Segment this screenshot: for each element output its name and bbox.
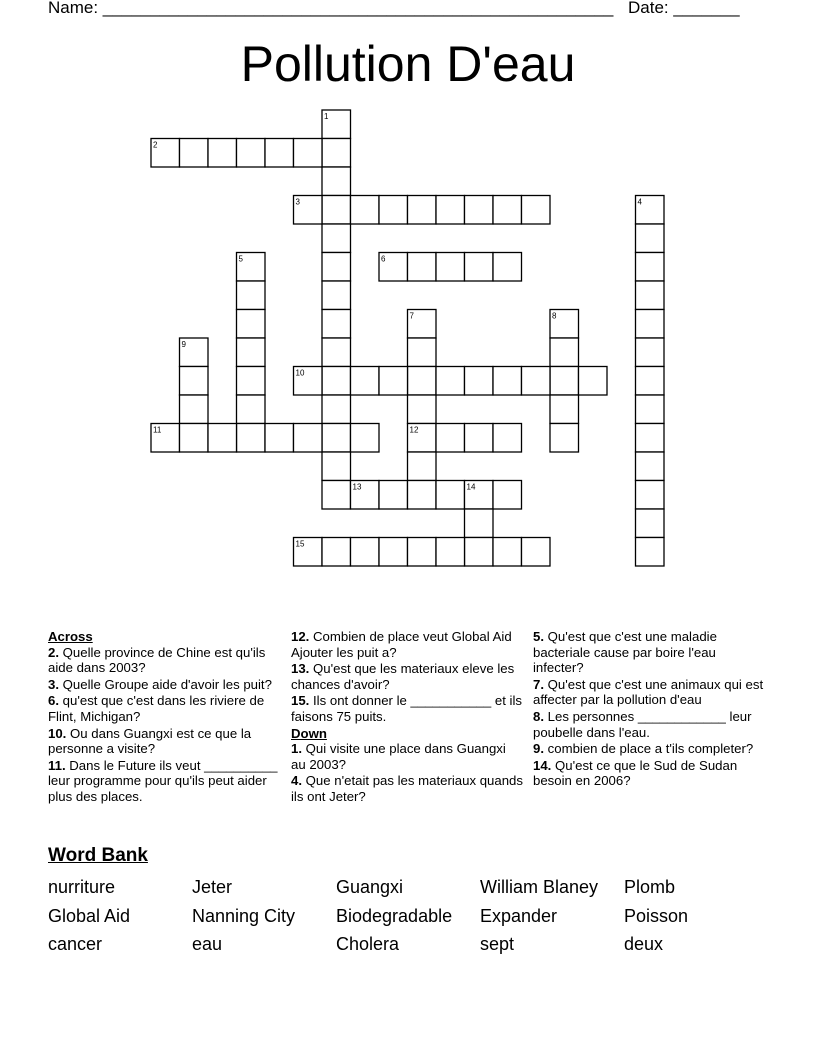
crossword-cell[interactable] — [550, 424, 579, 453]
clue-column-3 — [533, 629, 765, 790]
word-bank-item: nurriture — [48, 877, 116, 897]
crossword-cell[interactable] — [237, 139, 266, 168]
crossword-cell[interactable] — [265, 139, 294, 168]
clue-across-6: 6. qu'est que c'est dans les riviere de Flint, Michigan? — [48, 693, 265, 724]
clue-across-10: 10. Ou dans Guangxi est ce que la personne a visite? — [48, 725, 252, 757]
cell-number: 5 — [238, 254, 243, 264]
clue-across-12: 12. Combien de place veut Global Aid Ajouter les puit a? — [291, 629, 512, 660]
word-bank-item: Cholera — [336, 934, 400, 954]
crossword-cell[interactable] — [436, 424, 465, 453]
crossword-cell[interactable] — [208, 139, 237, 168]
crossword-cell[interactable] — [636, 281, 665, 310]
crossword-cell[interactable] — [180, 424, 209, 453]
clue-down-1: 1. Qui visite une place dans Guangxi au 2003? — [291, 741, 506, 772]
crossword-cell[interactable] — [550, 395, 579, 424]
crossword-cell[interactable] — [550, 367, 579, 396]
clue-column-1 — [48, 629, 280, 806]
crossword-cell[interactable] — [322, 196, 351, 225]
word-bank-item: Nanning City — [192, 905, 296, 926]
clue-across-11: 11. Dans le Future ils veut __________ leur programme pour qu'ils peut aider plus des places. — [48, 757, 278, 804]
crossword-cell[interactable] — [351, 196, 380, 225]
crossword-cell[interactable] — [237, 367, 266, 396]
crossword-cell[interactable] — [636, 452, 665, 481]
crossword-cell[interactable] — [237, 338, 266, 367]
clue-down-8: 8. Les personnes ____________ leur poubelle dans l'eau. — [533, 708, 752, 740]
crossword-cell[interactable] — [208, 424, 237, 453]
crossword-cell[interactable] — [636, 538, 665, 567]
crossword-cell[interactable] — [408, 367, 437, 396]
crossword-cell[interactable] — [465, 367, 494, 396]
crossword-cell[interactable] — [322, 538, 351, 567]
crossword-cell[interactable] — [237, 395, 266, 424]
word-bank-item: Plomb — [624, 877, 676, 897]
crossword-cell[interactable] — [351, 424, 380, 453]
crossword-cell[interactable] — [465, 538, 494, 567]
crossword-cell[interactable] — [636, 481, 665, 510]
clue-across-13: 13. Qu'est que les materiaux eleve les chances d'avoir? — [291, 661, 515, 692]
crossword-cell[interactable] — [493, 367, 522, 396]
crossword-cell[interactable] — [180, 395, 209, 424]
word-bank — [48, 873, 748, 959]
clue-column-2 — [291, 629, 523, 806]
crossword-cell[interactable] — [180, 367, 209, 396]
word-bank-item: Jeter — [192, 877, 233, 897]
cell-number: 4 — [637, 197, 642, 207]
word-bank-item: Biodegradable — [336, 905, 453, 926]
crossword-cell[interactable] — [636, 367, 665, 396]
crossword-cell[interactable] — [522, 367, 551, 396]
word-bank-item: Guangxi — [336, 877, 404, 897]
crossword-cell[interactable] — [408, 253, 437, 282]
clue-down-9: 9. combien de place a t'ils completer? — [533, 741, 754, 757]
crossword-cell[interactable] — [522, 538, 551, 567]
crossword-cell[interactable] — [465, 253, 494, 282]
cell-number: 12 — [409, 425, 419, 435]
crossword-cell[interactable] — [351, 367, 380, 396]
crossword-cell[interactable] — [408, 452, 437, 481]
crossword-cell[interactable] — [237, 310, 266, 339]
crossword-cell[interactable] — [180, 139, 209, 168]
clue-down-5: 5. Qu'est que c'est une maladie bacteriale cause par boire l'eau infecter? — [533, 629, 717, 676]
crossword-cell[interactable] — [579, 367, 608, 396]
crossword-cell[interactable] — [294, 139, 323, 168]
crossword-cell[interactable] — [436, 367, 465, 396]
crossword-cell[interactable] — [322, 224, 351, 253]
word-bank-item: cancer — [48, 934, 103, 954]
crossword-cell[interactable] — [408, 538, 437, 567]
crossword-cell[interactable] — [408, 338, 437, 367]
crossword-cell[interactable] — [522, 196, 551, 225]
crossword-cell[interactable] — [294, 424, 323, 453]
crossword-cell[interactable] — [322, 338, 351, 367]
cell-number: 1 — [324, 112, 329, 121]
clue-down-7: 7. Qu'est que c'est une animaux qui est affecter par la pollution d'eau — [533, 676, 764, 708]
crossword-cell[interactable] — [379, 367, 408, 396]
word-bank-item: sept — [480, 934, 515, 954]
crossword-cell[interactable] — [351, 538, 380, 567]
cell-number: 8 — [552, 311, 557, 321]
clue-across-15: 15. Ils ont donner le ___________ et ils faisons 75 puits. — [291, 693, 522, 724]
crossword-cell[interactable] — [265, 424, 294, 453]
clue-down-4: 4. Que n'etait pas les materiaux quands ils ont Jeter? — [291, 773, 523, 804]
crossword-cell[interactable] — [636, 224, 665, 253]
crossword-cell[interactable] — [322, 395, 351, 424]
word-bank-item: Expander — [480, 905, 558, 926]
crossword-cell[interactable] — [408, 481, 437, 510]
cell-number: 3 — [295, 197, 300, 207]
crossword-cell[interactable] — [493, 424, 522, 453]
word-bank-item: eau — [192, 934, 223, 954]
cell-number: 15 — [295, 539, 305, 549]
crossword-cell[interactable] — [436, 196, 465, 225]
word-bank-item: Global Aid — [48, 905, 131, 926]
crossword-cell[interactable] — [436, 253, 465, 282]
word-bank-item: Poisson — [624, 905, 689, 926]
crossword-cell[interactable] — [379, 196, 408, 225]
crossword-cell[interactable] — [322, 481, 351, 510]
crossword-cell[interactable] — [322, 310, 351, 339]
crossword-cell[interactable] — [465, 424, 494, 453]
cell-number: 7 — [409, 311, 414, 321]
name-line: Name: ______________________________________________________ — [48, 0, 614, 17]
crossword-cell[interactable] — [636, 395, 665, 424]
crossword-cell[interactable] — [322, 253, 351, 282]
crossword-cell[interactable] — [322, 424, 351, 453]
crossword-cell[interactable] — [493, 538, 522, 567]
crossword-cell[interactable] — [493, 253, 522, 282]
word-bank-item: deux — [624, 934, 664, 954]
crossword-cell[interactable] — [237, 424, 266, 453]
crossword-cell[interactable] — [322, 139, 351, 168]
cell-number: 9 — [181, 340, 186, 349]
crossword-cell[interactable] — [636, 424, 665, 453]
word-bank-item: William Blaney — [480, 877, 599, 897]
clue-down-14: 14. Qu'est ce que le Sud de Sudan besoin en 2006? — [533, 757, 738, 789]
crossword-cell[interactable] — [436, 538, 465, 567]
crossword-cell[interactable] — [322, 452, 351, 481]
crossword-cell[interactable] — [493, 481, 522, 510]
page-title: Pollution D'eau — [240, 36, 576, 92]
crossword-cell[interactable] — [465, 509, 494, 538]
crossword-cell[interactable] — [322, 281, 351, 310]
crossword-cell[interactable] — [408, 395, 437, 424]
word-bank-title: Word Bank — [48, 845, 148, 866]
crossword-cell[interactable] — [322, 367, 351, 396]
cell-number: 10 — [295, 368, 305, 378]
crossword-cell[interactable] — [322, 167, 351, 196]
crossword-cell[interactable] — [379, 538, 408, 567]
crossword-cell[interactable] — [237, 281, 266, 310]
crossword-cell[interactable] — [465, 196, 494, 225]
clue-across-2: 2. Quelle province de Chine est qu'ils aide dans 2003? — [48, 644, 266, 676]
cell-number: 11 — [153, 425, 162, 435]
crossword-cell[interactable] — [436, 481, 465, 510]
cell-number: 14 — [466, 482, 476, 492]
crossword-cell[interactable] — [408, 196, 437, 225]
down-heading: Down — [291, 725, 327, 741]
cell-number: 13 — [352, 482, 362, 492]
across-heading: Across — [48, 629, 93, 644]
clue-across-3: 3. Quelle Groupe aide d'avoir les puit? — [48, 676, 272, 692]
crossword-cell[interactable] — [379, 481, 408, 510]
crossword-cell[interactable] — [636, 509, 665, 538]
crossword-cell[interactable] — [636, 310, 665, 339]
date-line: Date: _______ — [628, 0, 740, 17]
cell-number: 6 — [381, 254, 386, 264]
crossword-cell[interactable] — [636, 253, 665, 282]
crossword-cell[interactable] — [636, 338, 665, 367]
cell-number: 2 — [153, 140, 158, 150]
crossword-cell[interactable] — [493, 196, 522, 225]
crossword-cell[interactable] — [550, 338, 579, 367]
